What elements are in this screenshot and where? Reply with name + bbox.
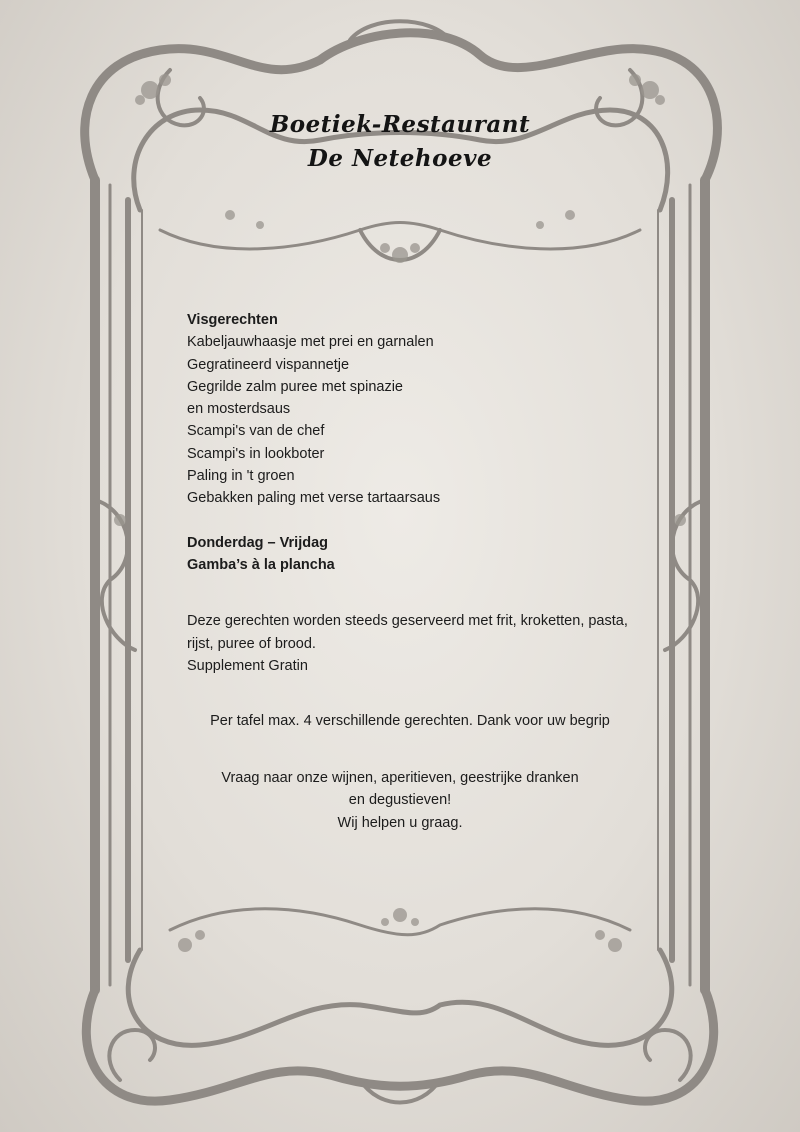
menu-item: Gebakken paling met verse tartaarsaus: [187, 490, 441, 507]
title-line-2: De Netehoeve: [307, 145, 493, 172]
restaurant-title: [200, 108, 600, 176]
menu-item: Paling in 't groen: [187, 468, 295, 485]
sides-line-2: rijst, puree of brood.: [187, 635, 316, 652]
menu-item: Scampi's in lookboter: [187, 445, 325, 462]
drinks-line-1: Vraag naar onze wijnen, aperitieven, geestrijke dranken: [221, 770, 579, 786]
fish-heading: Visgerechten: [187, 312, 278, 328]
special-days: Donderdag – Vrijdag: [187, 534, 328, 551]
sides-line-3: Supplement Gratin: [187, 657, 308, 674]
menu-item: Gegratineerd vispannetje: [187, 356, 350, 373]
sides-line-1: Deze gerechten worden steeds geserveerd met frit, kroketten, pasta,: [187, 613, 628, 630]
menu-item: en mosterdsaus: [187, 401, 291, 418]
title-line-1: Boetiek-Restaurant: [269, 111, 531, 138]
menu-content: [187, 309, 647, 677]
menu-item: Gegrilde zalm puree met spinazie: [187, 378, 403, 395]
menu-item: Scampi's van de chef: [187, 423, 325, 440]
drinks-line-2: en degustieven!: [348, 792, 452, 809]
table-notice: Per tafel max. 4 verschillende gerechten. Dank voor uw begrip: [210, 713, 610, 729]
menu-item: Kabeljauwhaasje met prei en garnalen: [187, 334, 434, 351]
special-dish: Gamba’s à la plancha: [187, 556, 335, 573]
drinks-line-3: Wij helpen u graag.: [337, 814, 463, 831]
drinks-notice: [130, 767, 670, 834]
